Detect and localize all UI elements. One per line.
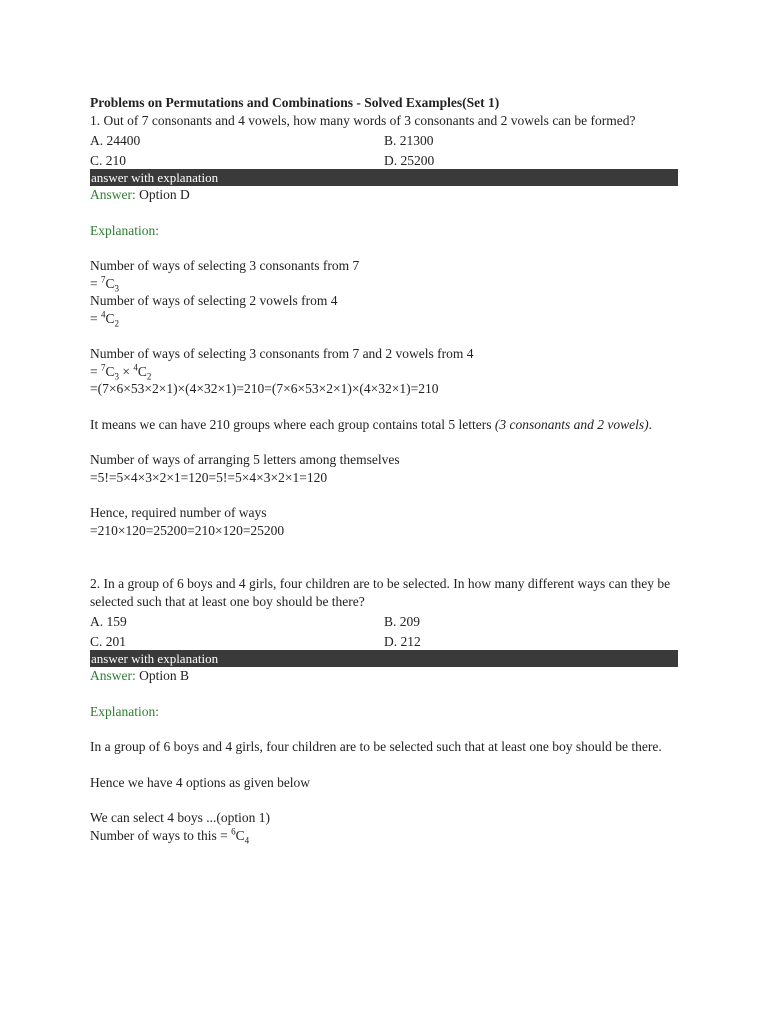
formula-line: = $^7C_3 \times ^4C_2$ [90,362,152,382]
question-2-text: 2. In a group of 6 boys and 4 girls, four children are to be selected. In how many different ways can they be selected such that at least one boy should be there? [90,576,671,609]
content [90,94,678,844]
option-b: B. 21300 [384,133,434,148]
option-a: A. 24400 [90,133,141,148]
option-b: B. 209 [384,614,421,629]
answer-label: Answer: [90,668,136,683]
explanation-label: Explanation: [90,222,159,238]
question-1-text: 1. Out of 7 consonants and 4 vowels, how many words of 3 consonants and 2 vowels can be formed? [90,112,636,128]
formula-line: =210×120=25200=210×120=25200 [90,522,285,538]
formula-line: Number of ways to this = $^6C_4$ [90,826,250,846]
explanation-line: We can select 4 boys ...(option 1) [90,810,270,825]
option-c: C. 201 [90,634,127,649]
formula-line: =(7×6×53×2×1)×(4×32×1)=210=(7×6×53×2×1)×(4×32×1)=210 [90,381,439,396]
answer-with-explanation-toggle[interactable]: answer with explanation [90,650,678,667]
question-2-options [90,612,678,652]
question-1-options [90,131,678,171]
explanation-paragraph: It means we can have 210 groups where each group contains total 5 letters (3 consonants and 2 vowels). [90,416,652,432]
answer-value: Option D [139,187,190,202]
explanation-line: Number of ways of selecting 2 vowels from 4 [90,293,338,308]
answer-line [90,186,678,204]
explanation-line: Number of ways of selecting 3 consonants from 7 [90,258,360,273]
answer-line [90,667,678,685]
answer-value: Option B [139,668,190,683]
formula-line: = $^4C_2$ [90,309,120,329]
explanation-line: Hence, required number of ways [90,505,267,520]
option-d: D. 212 [384,634,421,649]
option-d: D. 25200 [384,153,435,168]
option-c: C. 210 [90,153,127,168]
explanation-line: Hence we have 4 options as given below [90,774,311,790]
page-title: Problems on Permutations and Combinations - Solved Examples(Set 1) [90,95,500,110]
explanation-line: Number of ways of arranging 5 letters among themselves [90,452,400,467]
explanation-line: Number of ways of selecting 3 consonants from 7 and 2 vowels from 4 [90,346,474,361]
formula-line: =5!=5×4×3×2×1=120=5!=5×4×3×2×1=120 [90,469,328,485]
answer-with-explanation-toggle[interactable]: answer with explanation [90,169,678,186]
option-a: A. 159 [90,614,127,629]
answer-label: Answer: [90,187,136,202]
explanation-paragraph: In a group of 6 boys and 4 girls, four children are to be selected such that at least one boy should be there. [90,739,662,754]
formula-line: = $^7C_3$ [90,274,120,294]
explanation-label: Explanation: [90,703,159,719]
